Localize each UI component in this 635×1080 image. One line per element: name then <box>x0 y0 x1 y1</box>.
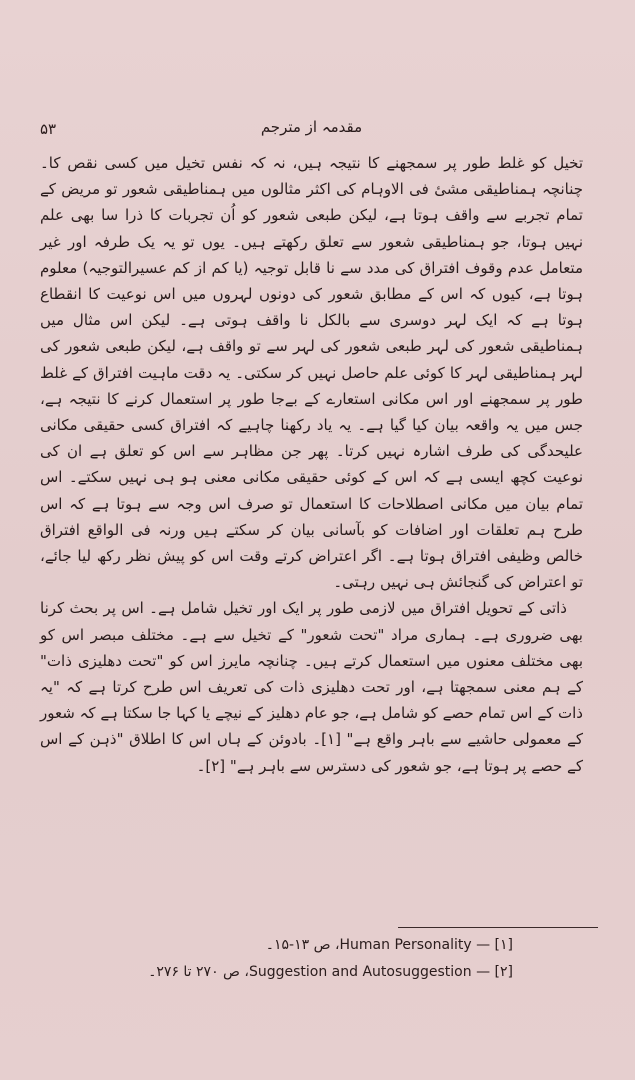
paragraph-1: تخیل کو غلط طور پر سمجھنے کا نتیجہ ہیں، نہ کہ نفس تخیل میں کسی نقص کا۔ چنانچہ ہمناطیقی مشیٔ فی الاوہام کی اکثر مثالوں میں ہمناطیقی شعور تو مریض کے تمام تجربے سے واقف ہوتا ہے، لیکن طبعی شعور کو اُن تجربات کا ذرا سا بھی علم نہیں ہوتا، جو ہمناطیقی شعور سے تعلق رکھتے ہیں۔ یوں تو یہ یک طرفہ اور غیر متعامل عدم وقوف افتراق کی مدد سے نا قابل توجیہ (یا کم از کم عسیرالتوجیہ) معلوم ہوتا ہے، کیوں کہ اس کے مطابق شعور کی دونوں لہروں میں اس نوعیت کا انقطاع ہوتا ہے کہ ایک لہر دوسری سے بالکل نا واقف ہوتی ہے۔ لیکن اس مثال میں ہمناطیقی شعور کی لہر طبعی شعور کی لہر سے تو واقف ہے، لیکن طبعی شعور کی لہر ہمناطیقی لہر کا کوئی علم حاصل نہیں کر سکتی۔ یہ دقت ماہیت افتراق کے غلط طور پر سمجھنے اور اس مکانی استعارے کے بےجا طور پر استعمال کرنے کا نتیجہ ہے، جس میں یہ واقعہ بیان کیا گیا ہے۔ یہ یاد رکھنا چاہیے کہ افتراق کسی حقیقی مکانی علیحدگی کی طرف اشارہ نہیں کرتا۔ پھر جن مظاہر سے اس کو تعلق ہے ان کی نوعیت کچھ ایسی ہے کہ اس کے کوئی حقیقی مکانی معنی ہو ہی نہیں سکتے۔ اس تمام بیان میں مکانی اصطلاحات کا استعمال تو صرف اس وجہ سے ہوتا ہے کہ اس طرح ہم تعلقات اور اضافات کو بآسانی بیان کر سکتے ہیں ورنہ فی الواقع افتراق خالص وظیفی افتراق ہوتا ہے۔ اگر اعتراض کرتے وقت اس کو پیش نظر رکھ لیا جائے، تو اعتراض کی گنجائش ہی نہیں رہتی۔ <box>40 154 583 592</box>
footnote-divider <box>398 927 598 928</box>
running-title: مقدمہ از مترجم <box>260 118 363 136</box>
body-text <box>40 150 583 779</box>
page-number: ۵۳ <box>40 120 57 138</box>
page-header <box>40 118 583 144</box>
footnote-1: [۱] — Human Personality، ص ۱۳-۱۵۔ <box>265 937 513 953</box>
paragraph-2: ذاتی کے تحویل افتراق میں لازمی طور پر ایک اور تخیل شامل ہے۔ اس پر بحث کرنا بھی ضروری ہے۔ ہماری مراد "تحت شعور" کے تخیل سے ہے۔ مختلف مبصر اس کو بھی مختلف معنوں میں استعمال کرتے ہیں۔ چنانچہ مایرز اس کو "تحت دھلیزی ذات" کے ہم معنی سمجھتا ہے، اور تحت دھلیزی ذات کی تعریف اس طرح کرتا ہے کہ "یہ ذات کے اس تمام حصے کو شامل ہے، جو عام دھلیز کے نیچے یا کہا جا سکتا ہے کہ شعور کے معمولی حاشیے سے باہر واقع ہے" [۱]۔ بادوئن کے ہاں اس کا اطلاق "ذہن کے اس کے حصے پر ہوتا ہے، جو شعور کی دسترس سے باہر ہے" [۲]۔ <box>40 599 583 775</box>
footnotes <box>40 932 583 986</box>
footnote-2: [۲] — Suggestion and Autosuggestion، ص ۲۷۰ تا ۲۷۶۔ <box>148 964 513 980</box>
